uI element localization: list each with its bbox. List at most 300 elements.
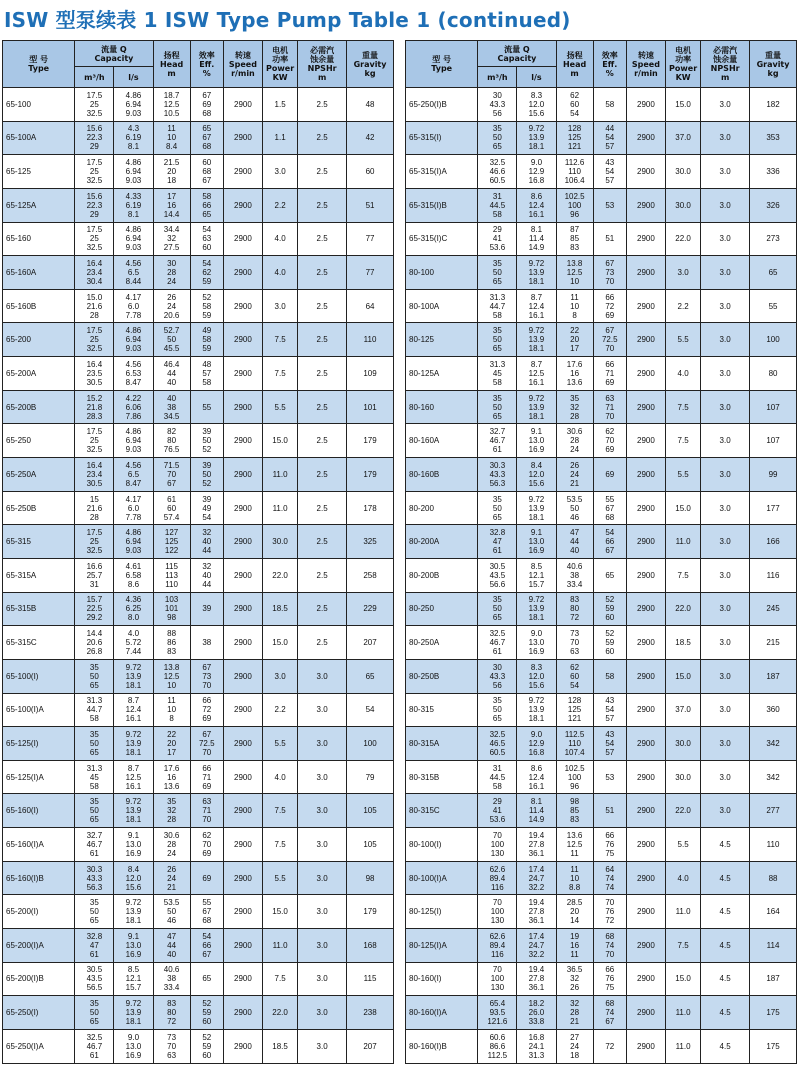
cell-head-value: 76.5 — [163, 445, 180, 455]
cell-speed: 2900 — [626, 828, 665, 862]
cell-capacity-m3h — [75, 458, 114, 492]
cell-eff-value: 62 — [605, 427, 615, 437]
cell-power: 11.0 — [665, 1029, 700, 1063]
cell-capacity-ls — [114, 592, 153, 626]
cell-capacity-m3h-value: 44.5 — [489, 200, 506, 210]
cell-capacity-m3h-value: 14.4 — [86, 629, 103, 639]
cell-capacity-m3h-value: 20.6 — [86, 638, 103, 648]
cell-npsh: 3.0 — [298, 929, 347, 963]
cell-capacity-ls-value: 15.7 — [528, 579, 545, 589]
cell-capacity-m3h — [478, 357, 517, 391]
cell-type: 65-125 — [3, 155, 75, 189]
cell-capacity-ls-value: 32.2 — [528, 949, 545, 959]
cell-gravity: 168 — [347, 929, 394, 963]
cell-capacity-m3h-value: 112.5 — [487, 1050, 508, 1060]
cell-type: 65-100(I) — [3, 659, 75, 693]
cell-eff-value: 67 — [202, 907, 212, 917]
cell-head — [556, 727, 593, 761]
cell-eff-value: 66 — [605, 537, 615, 547]
cell-capacity-ls-value: 4.17 — [125, 494, 142, 504]
cell-npsh: 4.5 — [701, 861, 750, 895]
header-eff: 效率 Eff. % — [190, 41, 223, 88]
cell-speed: 2900 — [626, 121, 665, 155]
cell-capacity-ls-value: 9.0 — [530, 158, 543, 168]
cell-head-value: 10 — [167, 680, 177, 690]
cell-head-value: 83 — [570, 243, 580, 253]
cell-gravity: 77 — [347, 222, 394, 256]
cell-gravity: 65 — [750, 256, 797, 290]
cell-eff — [190, 357, 223, 391]
cell-capacity-m3h — [478, 626, 517, 660]
cell-power: 15.0 — [262, 895, 297, 929]
cell-npsh: 3.0 — [701, 289, 750, 323]
table-row — [3, 929, 394, 963]
cell-head-value: 113 — [165, 570, 178, 580]
cell-capacity-m3h-value: 16.4 — [86, 359, 103, 369]
cell-capacity-ls-value: 18.1 — [528, 142, 545, 152]
cell-head — [153, 155, 190, 189]
cell-head-value: 13.6 — [163, 781, 180, 791]
cell-power: 22.0 — [665, 794, 700, 828]
table-row — [406, 592, 797, 626]
cell-capacity-m3h — [478, 558, 517, 592]
cell-speed: 2900 — [626, 357, 665, 391]
cell-capacity-ls-value: 9.0 — [530, 629, 543, 639]
cell-capacity-m3h-value: 28 — [89, 310, 99, 320]
cell-capacity-ls-value: 27.8 — [528, 974, 545, 984]
cell-npsh: 2.5 — [298, 491, 347, 525]
cell-capacity-m3h — [75, 188, 114, 222]
cell-capacity-ls — [114, 962, 153, 996]
cell-capacity-ls-value: 9.72 — [125, 999, 142, 1009]
cell-power: 15.0 — [665, 88, 700, 122]
cell-head-value: 10 — [570, 301, 580, 311]
cell-power: 3.0 — [665, 256, 700, 290]
cell-eff-value: 67 — [202, 662, 212, 672]
cell-capacity-m3h-value: 15 — [89, 494, 99, 504]
cell-capacity-ls-value: 13.0 — [125, 839, 142, 849]
cell-eff — [593, 659, 626, 693]
cell-capacity-m3h — [478, 760, 517, 794]
cell-head-value: 16 — [570, 940, 580, 950]
cell-capacity-m3h — [478, 659, 517, 693]
cell-head-value: 103 — [164, 595, 179, 605]
cell-head-value: 8.4 — [166, 142, 178, 152]
cell-power: 15.0 — [665, 962, 700, 996]
cell-eff-value: 58 — [605, 99, 615, 109]
cell-head — [556, 88, 593, 122]
cell-eff-value: 39 — [202, 427, 212, 437]
cell-power: 3.0 — [262, 289, 297, 323]
cell-eff-value: 70 — [202, 815, 212, 825]
cell-type: 65-250(I)A — [3, 1029, 75, 1063]
cell-eff-value: 54 — [202, 225, 212, 235]
cell-head-value: 16 — [167, 200, 177, 210]
cell-speed: 2900 — [626, 727, 665, 761]
table-row — [3, 323, 394, 357]
cell-eff-value: 40 — [202, 537, 212, 547]
cell-capacity-ls-value: 4.86 — [125, 326, 142, 336]
cell-power: 4.0 — [262, 222, 297, 256]
cell-eff — [190, 626, 223, 660]
cell-eff-value: 68 — [202, 142, 212, 152]
cell-speed: 2900 — [626, 592, 665, 626]
cell-eff — [190, 693, 223, 727]
cell-power: 18.5 — [262, 592, 297, 626]
cell-eff-value: 60 — [605, 613, 615, 623]
cell-capacity-m3h-value: 29 — [492, 225, 502, 235]
cell-capacity-ls-value: 8.7 — [530, 359, 543, 369]
cell-capacity-ls-value: 24.1 — [528, 1041, 545, 1051]
cell-power: 11.0 — [665, 895, 700, 929]
cell-eff-value: 57 — [605, 176, 615, 186]
cell-capacity-ls-value: 16.1 — [528, 781, 545, 791]
cell-gravity: 98 — [347, 861, 394, 895]
cell-speed: 2900 — [223, 390, 262, 424]
cell-head-value: 40 — [167, 949, 177, 959]
cell-capacity-m3h-value: 89.4 — [489, 940, 506, 950]
cell-eff-value: 73 — [202, 671, 212, 681]
cell-power: 7.5 — [262, 357, 297, 391]
cell-capacity-ls-value: 8.1 — [127, 209, 140, 219]
cell-head-value: 10 — [570, 873, 580, 883]
cell-capacity-m3h-value: 35 — [492, 595, 502, 605]
cell-capacity-m3h-value: 32.5 — [86, 546, 103, 556]
cell-head — [556, 458, 593, 492]
header-power: 电机 功率 Power KW — [262, 41, 297, 88]
cell-type: 80-160 — [406, 390, 478, 424]
cell-capacity-ls-value: 13.9 — [528, 335, 545, 345]
cell-head — [556, 626, 593, 660]
cell-gravity: 101 — [347, 390, 394, 424]
cell-capacity-ls — [517, 996, 556, 1030]
cell-capacity-ls — [114, 861, 153, 895]
cell-capacity-m3h-value: 25 — [89, 537, 99, 547]
cell-eff — [190, 1029, 223, 1063]
cell-speed: 2900 — [223, 121, 262, 155]
cell-type: 80-315 — [406, 693, 478, 727]
cell-speed: 2900 — [626, 88, 665, 122]
cell-capacity-m3h-value: 50 — [89, 738, 99, 748]
cell-power: 7.5 — [665, 929, 700, 963]
cell-power: 30.0 — [665, 188, 700, 222]
cell-capacity-m3h — [75, 88, 114, 122]
cell-eff-value: 72 — [605, 301, 615, 311]
cell-head — [153, 861, 190, 895]
table-body — [406, 88, 797, 1064]
cell-head-value: 96 — [570, 781, 580, 791]
cell-capacity-m3h-value: 44.7 — [86, 705, 103, 715]
cell-power: 2.2 — [262, 188, 297, 222]
cell-capacity-ls — [517, 525, 556, 559]
cell-capacity-ls-value: 13.9 — [125, 907, 142, 917]
cell-eff-value: 58 — [202, 377, 212, 387]
cell-capacity-ls-value: 18.1 — [125, 916, 142, 926]
cell-capacity-m3h-value: 15.6 — [86, 191, 103, 201]
cell-head-value: 28 — [167, 268, 177, 278]
cell-head-value: 128 — [567, 124, 582, 134]
cell-capacity-m3h-value: 30.5 — [489, 561, 506, 571]
cell-type: 65-100(I)A — [3, 693, 75, 727]
table-row — [406, 256, 797, 290]
cell-capacity-m3h-value: 32.7 — [489, 427, 506, 437]
table-row — [406, 558, 797, 592]
cell-capacity-m3h-value: 31 — [89, 579, 99, 589]
cell-capacity-ls — [114, 659, 153, 693]
cell-capacity-ls-value: 4.61 — [125, 561, 142, 571]
cell-head-value: 12.5 — [163, 671, 180, 681]
cell-npsh: 3.0 — [701, 188, 750, 222]
cell-head-value: 60 — [570, 671, 580, 681]
cell-gravity: 105 — [347, 794, 394, 828]
cell-eff — [593, 256, 626, 290]
cell-capacity-ls-value: 8.5 — [127, 965, 140, 975]
cell-capacity-ls-value: 12.0 — [528, 469, 545, 479]
cell-speed: 2900 — [626, 626, 665, 660]
table-row — [3, 357, 394, 391]
header-capacity-m3h: m³/h — [478, 67, 517, 88]
cell-head — [153, 929, 190, 963]
cell-capacity-m3h-value: 50 — [89, 1008, 99, 1018]
cell-capacity-ls — [114, 895, 153, 929]
table-row — [406, 626, 797, 660]
cell-capacity-ls — [114, 88, 153, 122]
cell-capacity-m3h-value: 61 — [492, 647, 502, 657]
cell-capacity-ls-value: 13.9 — [528, 133, 545, 143]
cell-capacity-m3h — [478, 962, 517, 996]
cell-eff-value: 60 — [202, 1017, 212, 1027]
cell-npsh: 2.5 — [298, 289, 347, 323]
cell-speed: 2900 — [223, 424, 262, 458]
cell-speed: 2900 — [626, 659, 665, 693]
cell-head-value: 80 — [167, 436, 177, 446]
cell-head-value: 28 — [570, 411, 580, 421]
cell-type: 80-250A — [406, 626, 478, 660]
cell-capacity-ls-value: 6.58 — [125, 570, 142, 580]
cell-npsh: 3.0 — [701, 727, 750, 761]
cell-eff-value: 58 — [605, 671, 615, 681]
cell-eff-value: 57 — [605, 747, 615, 757]
cell-head-value: 61 — [167, 494, 177, 504]
cell-capacity-ls-value: 13.0 — [528, 436, 545, 446]
cell-head-value: 40 — [167, 393, 177, 403]
cell-capacity-m3h-value: 25 — [89, 167, 99, 177]
cell-capacity-m3h-value: 43.5 — [86, 974, 103, 984]
cell-power: 15.0 — [665, 491, 700, 525]
cell-eff-value: 76 — [605, 974, 615, 984]
cell-head-value: 63 — [167, 1050, 177, 1060]
cell-eff-value: 50 — [202, 436, 212, 446]
cell-capacity-m3h-value: 17.5 — [86, 528, 103, 538]
cell-capacity-ls-value: 8.7 — [127, 696, 140, 706]
cell-gravity: 175 — [750, 996, 797, 1030]
table-row — [3, 525, 394, 559]
cell-capacity-m3h — [75, 760, 114, 794]
cell-head — [556, 962, 593, 996]
table-row — [406, 88, 797, 122]
cell-capacity-ls — [517, 188, 556, 222]
cell-head-value: 86 — [167, 638, 177, 648]
cell-capacity-m3h-value: 100 — [490, 974, 505, 984]
cell-head-value: 83 — [570, 815, 580, 825]
cell-capacity-m3h — [478, 88, 517, 122]
cell-capacity-m3h — [75, 592, 114, 626]
cell-eff — [593, 558, 626, 592]
table-row — [406, 929, 797, 963]
cell-power: 15.0 — [262, 424, 297, 458]
cell-capacity-ls-value: 6.94 — [125, 234, 142, 244]
cell-gravity: 48 — [347, 88, 394, 122]
cell-capacity-m3h-value: 65 — [492, 613, 502, 623]
cell-capacity-m3h-value: 56.3 — [489, 478, 506, 488]
cell-capacity-ls-value: 18.1 — [125, 747, 142, 757]
cell-capacity-m3h-value: 21.8 — [86, 402, 103, 412]
cell-head-value: 8.8 — [569, 882, 581, 892]
cell-head-value: 47 — [167, 931, 177, 941]
cell-head-value: 112.6 — [564, 158, 585, 168]
cell-head-value: 18 — [570, 1050, 580, 1060]
cell-gravity: 178 — [347, 491, 394, 525]
cell-eff — [190, 491, 223, 525]
cell-capacity-ls-value: 8.7 — [530, 292, 543, 302]
cell-gravity: 245 — [750, 592, 797, 626]
cell-power: 18.5 — [262, 1029, 297, 1063]
cell-capacity-m3h — [478, 693, 517, 727]
header-head: 扬程 Head m — [153, 41, 190, 88]
cell-gravity: 336 — [750, 155, 797, 189]
cell-capacity-ls-value: 8.1 — [127, 142, 140, 152]
cell-capacity-ls — [114, 525, 153, 559]
header-capacity: 流量 Q Capacity — [478, 41, 556, 67]
cell-capacity-m3h-value: 29 — [89, 142, 99, 152]
cell-head-value: 44 — [167, 368, 177, 378]
cell-capacity-ls — [114, 996, 153, 1030]
cell-speed: 2900 — [223, 1029, 262, 1063]
cell-type: 65-315(I) — [406, 121, 478, 155]
cell-capacity-m3h-value: 15.2 — [86, 393, 103, 403]
cell-capacity-ls-value: 4.56 — [125, 460, 142, 470]
cell-speed: 2900 — [223, 188, 262, 222]
cell-head-value: 30.6 — [163, 830, 180, 840]
cell-head — [153, 289, 190, 323]
cell-head — [556, 222, 593, 256]
cell-capacity-ls-value: 17.4 — [528, 864, 545, 874]
cell-head-value: 70 — [167, 1041, 177, 1051]
cell-head-value: 32 — [570, 974, 580, 984]
cell-capacity-m3h — [75, 222, 114, 256]
cell-capacity-m3h-value: 17.5 — [86, 427, 103, 437]
cell-capacity-ls-value: 6.5 — [127, 268, 140, 278]
cell-eff — [593, 861, 626, 895]
cell-capacity-m3h-value: 50 — [89, 806, 99, 816]
cell-eff — [593, 727, 626, 761]
cell-head-value: 24 — [167, 873, 177, 883]
table-row — [406, 895, 797, 929]
cell-capacity-m3h-value: 60.6 — [489, 1032, 506, 1042]
cell-head-value: 30 — [167, 259, 177, 269]
cell-eff-value: 68 — [202, 916, 212, 926]
cell-capacity-ls — [114, 626, 153, 660]
cell-capacity-ls-value: 6.25 — [125, 604, 142, 614]
cell-head-value: 11 — [570, 949, 579, 959]
cell-capacity-m3h-value: 100 — [490, 839, 505, 849]
cell-eff-value: 72 — [605, 1041, 615, 1051]
cell-eff-value: 67 — [202, 90, 212, 100]
cell-eff-value: 43 — [605, 696, 615, 706]
cell-eff-value: 58 — [202, 335, 212, 345]
cell-power: 4.0 — [665, 861, 700, 895]
cell-type: 65-250(I)B — [406, 88, 478, 122]
cell-capacity-ls-value: 6.53 — [125, 368, 142, 378]
cell-speed: 2900 — [626, 188, 665, 222]
cell-eff-value: 54 — [202, 259, 212, 269]
cell-npsh: 2.5 — [298, 256, 347, 290]
cell-capacity-ls-value: 4.17 — [125, 292, 142, 302]
cell-head-value: 46.4 — [163, 359, 180, 369]
cell-capacity-ls — [517, 693, 556, 727]
cell-eff-value: 57 — [202, 368, 212, 378]
cell-capacity-m3h-value: 58 — [492, 781, 502, 791]
table-row — [3, 794, 394, 828]
cell-eff-value: 71 — [202, 772, 212, 782]
cell-capacity-m3h — [75, 390, 114, 424]
cell-speed: 2900 — [626, 323, 665, 357]
cell-capacity-m3h-value: 43.3 — [86, 873, 103, 883]
cell-capacity-ls — [114, 558, 153, 592]
cell-capacity-m3h-value: 70 — [492, 965, 502, 975]
cell-power: 15.0 — [262, 626, 297, 660]
cell-head-value: 46 — [570, 512, 580, 522]
cell-capacity-ls-value: 8.3 — [530, 662, 543, 672]
cell-capacity-ls — [517, 727, 556, 761]
cell-eff — [190, 558, 223, 592]
cell-type: 65-315(I)C — [406, 222, 478, 256]
cell-npsh: 3.0 — [701, 323, 750, 357]
cell-capacity-ls-value: 12.5 — [528, 368, 545, 378]
cell-gravity: 107 — [750, 424, 797, 458]
cell-head — [556, 121, 593, 155]
cell-npsh: 2.5 — [298, 626, 347, 660]
cell-capacity-ls-value: 11.4 — [528, 806, 544, 816]
cell-head-value: 110 — [568, 738, 581, 748]
cell-capacity-ls-value: 19.4 — [528, 965, 545, 975]
header-eff: 效率 Eff. % — [593, 41, 626, 88]
cell-gravity: 55 — [750, 289, 797, 323]
cell-head — [556, 592, 593, 626]
cell-head-value: 28 — [570, 1008, 580, 1018]
cell-head-value: 10.5 — [163, 108, 180, 118]
cell-gravity: 60 — [347, 155, 394, 189]
cell-type: 80-100(I) — [406, 828, 478, 862]
cell-capacity-m3h-value: 30.5 — [86, 377, 103, 387]
cell-head-value: 60 — [570, 99, 580, 109]
cell-gravity: 177 — [750, 491, 797, 525]
cell-speed: 2900 — [223, 996, 262, 1030]
cell-npsh: 3.0 — [701, 794, 750, 828]
cell-head-value: 85 — [570, 806, 580, 816]
cell-type: 65-250B — [3, 491, 75, 525]
cell-head-value: 17.6 — [566, 359, 583, 369]
table-row — [3, 895, 394, 929]
cell-capacity-m3h-value: 130 — [490, 916, 505, 926]
cell-capacity-ls-value: 12.4 — [125, 705, 142, 715]
cell-head — [153, 458, 190, 492]
table-body — [3, 88, 394, 1064]
header-capacity-ls: l/s — [517, 67, 556, 88]
cell-capacity-m3h-value: 46.7 — [489, 436, 506, 446]
cell-type: 65-100 — [3, 88, 75, 122]
cell-capacity-ls-value: 15.6 — [528, 478, 545, 488]
